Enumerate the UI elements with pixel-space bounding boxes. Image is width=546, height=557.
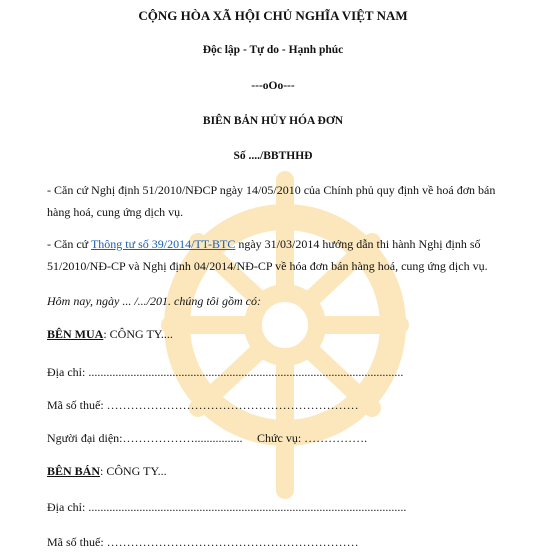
buyer-tax-code: Mã số thuế: ……………………………………………………… bbox=[47, 398, 359, 412]
circular-link[interactable]: Thông tư số 39/2014/TT-BTC bbox=[90, 237, 236, 251]
ship-wheel-watermark-icon bbox=[150, 160, 420, 500]
divider: ---oOo--- bbox=[251, 80, 295, 92]
seller-address: Địa chỉ: .......................................................................................................... bbox=[47, 500, 407, 514]
seller-label: BÊN BÁN bbox=[47, 464, 101, 478]
buyer-company: : CÔNG TY.... bbox=[103, 327, 173, 341]
seller-heading bbox=[47, 464, 167, 479]
basis-circular-line1 bbox=[47, 237, 481, 252]
document-title: BIÊN BẢN HỦY HÓA ĐƠN bbox=[202, 115, 344, 127]
seller-company: : CÔNG TY... bbox=[100, 464, 167, 478]
basis-decree-line2: hàng hoá, cung ứng dịch vụ. bbox=[47, 205, 184, 219]
intro-text: Hôm nay, ngày ... /.../201. chúng tôi gồm có: bbox=[47, 294, 261, 308]
basis-circular-prefix: - Căn cứ bbox=[47, 237, 91, 251]
basis-decree-line1: - Căn cứ Nghị định 51/2010/NĐCP ngày 14/05/2010 của Chính phủ quy định về hoá đơn bán bbox=[47, 183, 496, 197]
buyer-position-field: Chức vụ: ……………. bbox=[257, 431, 368, 445]
buyer-representative bbox=[47, 431, 368, 446]
buyer-address: Địa chỉ: ......................................................................................................... bbox=[47, 365, 404, 379]
country-header: CỘNG HÒA XÃ HỘI CHỦ NGHĨA VIỆT NAM bbox=[138, 8, 408, 23]
motto: Độc lập - Tự do - Hạnh phúc bbox=[202, 44, 344, 56]
basis-circular-suffix: ngày 31/03/2014 hướng dẫn thi hành Nghị định số bbox=[235, 237, 481, 251]
document-number: Số ..../BBTHHĐ bbox=[233, 150, 313, 162]
buyer-heading bbox=[47, 327, 173, 342]
seller-tax-code: Mã số thuế: ……………………………………………………… bbox=[47, 535, 359, 549]
buyer-rep-field: Người đại diện:………………................ bbox=[47, 431, 243, 445]
buyer-label: BÊN MUA bbox=[47, 327, 104, 341]
basis-circular-line2: 51/2010/NĐ-CP và Nghị định 04/2014/NĐ-CP về hóa đơn bán hàng hoá, cung ứng dịch vụ. bbox=[47, 259, 488, 273]
